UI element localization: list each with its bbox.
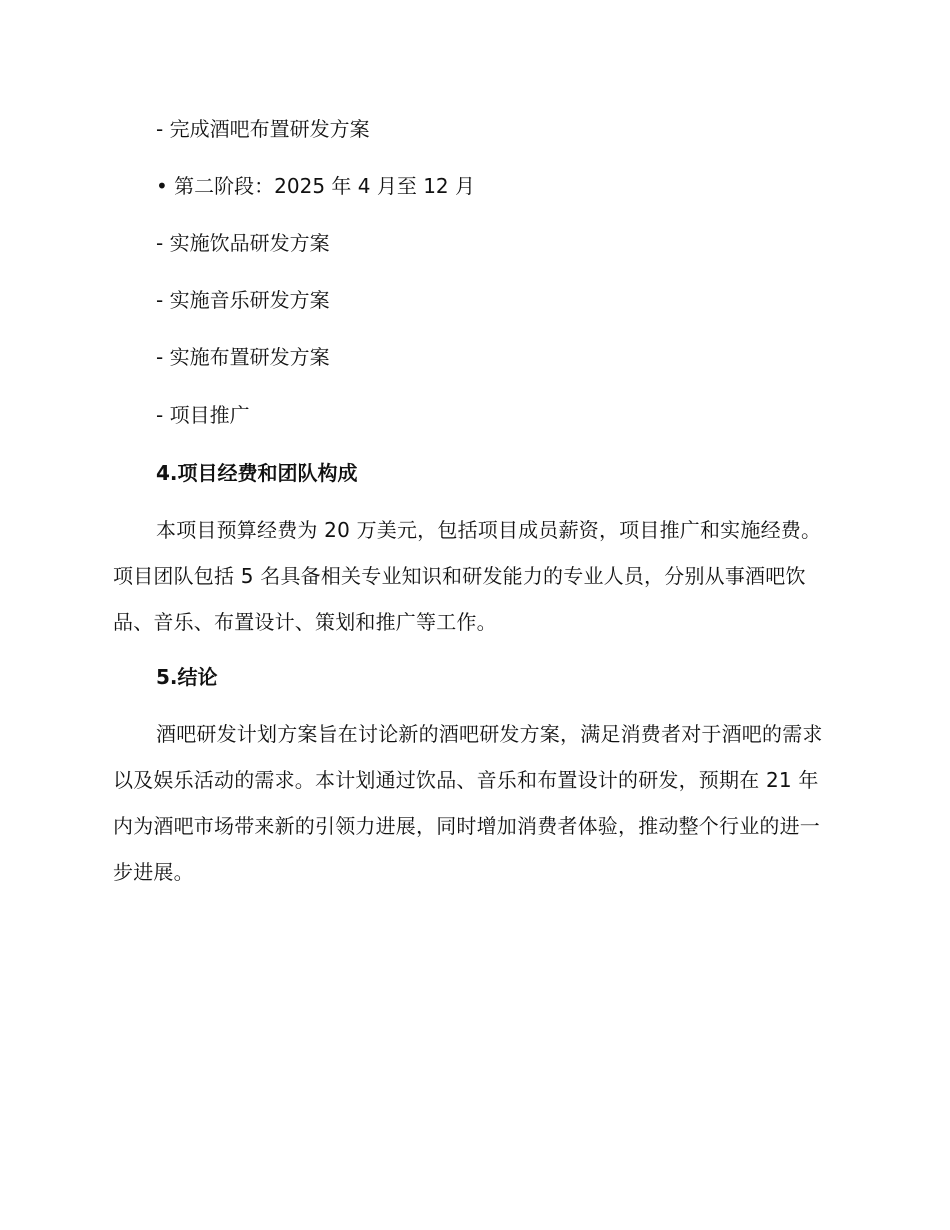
schedule-item-bar-layout: - 完成酒吧布置研发方案 [156,117,370,141]
section-4-body: 本项目预算经费为 20 万美元，包括项目成员薪资，项目推广和实施经费。项目团队包括 5 名具备相关专业知识和研发能力的专业人员，分别从事酒吧饮品、音乐、布置设计、策划和推广等工作。 [113,518,822,634]
schedule-phase-two: • 第二阶段：2025 年 4 月至 12 月 [156,174,476,198]
schedule-item-promotion: - 项目推广 [156,403,250,427]
section-5-heading: 5.结论 [156,665,218,689]
schedule-item-music: - 实施音乐研发方案 [156,288,330,312]
section-5-body: 酒吧研发计划方案旨在讨论新的酒吧研发方案，满足消费者对于酒吧的需求以及娱乐活动的需求。本计划通过饮品、音乐和布置设计的研发，预期在 21 年内为酒吧市场带来新的引领力进展，同时增加消费者体验，推动整个行业的进一步进展。 [113,722,823,884]
schedule-item-layout: - 实施布置研发方案 [156,345,330,369]
schedule-item-drinks: - 实施饮品研发方案 [156,231,330,255]
section-4-heading: 4.项目经费和团队构成 [156,461,358,485]
